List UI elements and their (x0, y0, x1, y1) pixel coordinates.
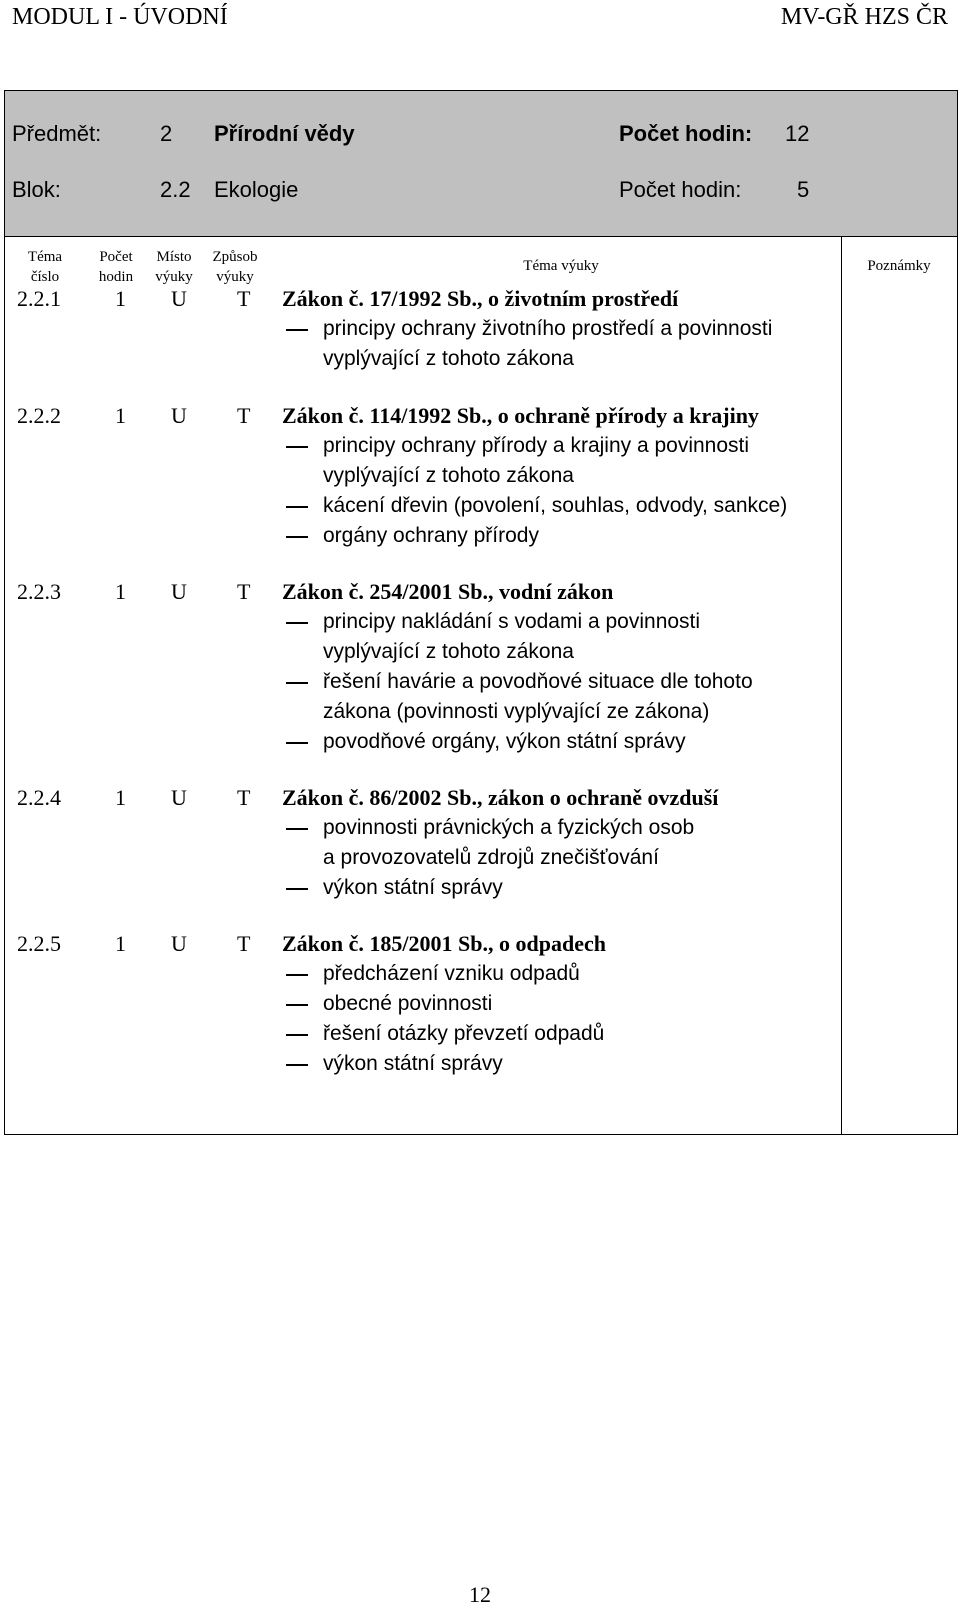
topic-point-text: výkon státní správy (323, 1052, 503, 1075)
dash-bullet-icon (286, 1034, 308, 1036)
topic-point (282, 431, 787, 461)
topic-number: 2.2.4 (17, 785, 61, 810)
topic-point-text: zákona (povinnosti vyplývající ze zákona) (323, 700, 710, 723)
topic-number: 2.2.1 (17, 286, 61, 311)
topic-method: T (237, 286, 251, 311)
dash-bullet-icon (286, 682, 308, 684)
topic-point (282, 637, 753, 667)
topic-points (282, 959, 604, 1079)
dash-bullet-icon (286, 888, 308, 890)
block-number: 2.2 (160, 177, 191, 202)
law-name: , vodní zákon (488, 579, 614, 604)
dash-bullet-icon (286, 1004, 308, 1006)
topic-point-text: obecné povinnosti (323, 992, 493, 1015)
column-notes: Poznámky (867, 258, 931, 274)
topic-number: 2.2.2 (17, 403, 61, 428)
topic-method: T (237, 403, 251, 428)
topic-point-text: povinnosti právnických a fyzických osob (323, 816, 695, 839)
topic-point (282, 461, 787, 491)
topic-hours: 1 (115, 931, 126, 956)
topic-point-text: vyplývající z tohoto zákona (323, 347, 574, 370)
topic-point (282, 521, 787, 551)
topic-place: U (171, 286, 187, 311)
column-topic: Téma výuky (523, 258, 599, 274)
topic-number: 2.2.3 (17, 579, 61, 604)
block-label: Blok: (12, 177, 61, 202)
dash-bullet-icon (286, 622, 308, 624)
topic-point-text: a provozovatelů zdrojů znečišťování (323, 846, 659, 869)
column-topic-number: Téma číslo (27, 249, 63, 285)
law-reference: Zákon č. 254/2001 Sb. (282, 579, 488, 604)
topic-point-text: kácení dřevin (povolení, souhlas, odvody, sankce) (323, 494, 788, 517)
topic-place: U (171, 931, 187, 956)
topic-points (282, 813, 694, 903)
dash-bullet-icon (286, 536, 308, 538)
topic-point (282, 843, 694, 873)
law-name: , o ochraně přírody a krajiny (486, 403, 759, 428)
module-title: MODUL I - ÚVODNÍ (12, 4, 228, 30)
topic-point-text: principy ochrany přírody a krajiny a povinnosti (323, 434, 750, 457)
subject-label: Předmět: (12, 121, 102, 146)
topic-point-text: orgány ochrany přírody (323, 524, 539, 547)
dash-bullet-icon (286, 506, 308, 508)
law-reference: Zákon č. 17/1992 Sb. (282, 286, 477, 311)
subject-number: 2 (160, 121, 173, 146)
law-name: , zákon o ochraně ovzduší (477, 785, 719, 810)
topic-point (282, 491, 787, 521)
law-name: , o životním prostředí (477, 286, 679, 311)
topic-point-text: povodňové orgány, výkon státní správy (323, 730, 686, 753)
curriculum-table (4, 90, 958, 1135)
topic-point-text: výkon státní správy (323, 876, 503, 899)
topic-place: U (171, 403, 187, 428)
topic-point (282, 667, 753, 697)
topic-hours: 1 (115, 286, 126, 311)
topic-points (282, 431, 787, 551)
block-hours-label: Počet hodin: (619, 177, 742, 202)
topic-points (282, 607, 753, 757)
block-hours: 5 (797, 177, 810, 202)
topic-point-text: řešení havárie a povodňové situace dle tohoto (323, 670, 753, 693)
topic-title (282, 284, 678, 314)
topic-point (282, 959, 604, 989)
topic-hours: 1 (115, 785, 126, 810)
topic-title (282, 401, 759, 431)
column-place: Místo výuky (155, 249, 193, 285)
topic-point-text: vyplývající z tohoto zákona (323, 464, 574, 487)
subject-row (5, 121, 957, 153)
block-name: Ekologie (214, 177, 299, 202)
topic-point (282, 989, 604, 1019)
topic-point-text: principy ochrany životního prostředí a povinnosti (323, 317, 773, 340)
subject-summary (5, 91, 957, 237)
topic-place: U (171, 785, 187, 810)
dash-bullet-icon (286, 742, 308, 744)
notes-column-divider (841, 236, 842, 1134)
column-hours: Počet hodin (98, 249, 134, 285)
topic-point (282, 873, 694, 903)
topic-method: T (237, 785, 251, 810)
law-name: , o odpadech (488, 931, 606, 956)
topic-point (282, 697, 753, 727)
topic-point (282, 813, 694, 843)
topic-hours: 1 (115, 403, 126, 428)
topic-number: 2.2.5 (17, 931, 61, 956)
topic-point-text: principy nakládání s vodami a povinnosti (323, 610, 701, 633)
dash-bullet-icon (286, 329, 308, 331)
law-reference: Zákon č. 185/2001 Sb. (282, 931, 488, 956)
law-reference: Zákon č. 86/2002 Sb. (282, 785, 477, 810)
topic-method: T (237, 931, 251, 956)
topic-point (282, 727, 753, 757)
topic-point (282, 314, 772, 344)
topic-point (282, 607, 753, 637)
page-number: 12 (469, 1582, 491, 1607)
dash-bullet-icon (286, 974, 308, 976)
topic-title (282, 929, 606, 959)
page-header (12, 4, 948, 38)
organization: MV-GŘ HZS ČR (780, 4, 948, 30)
subject-hours-label: Počet hodin: (619, 121, 753, 146)
subject-name: Přírodní vědy (214, 121, 355, 146)
topic-point-text: vyplývající z tohoto zákona (323, 640, 574, 663)
topic-points (282, 314, 772, 374)
dash-bullet-icon (286, 828, 308, 830)
law-reference: Zákon č. 114/1992 Sb. (282, 403, 487, 428)
topic-point (282, 1019, 604, 1049)
topic-point-text: předcházení vzniku odpadů (323, 962, 580, 985)
dash-bullet-icon (286, 446, 308, 448)
topic-point-text: řešení otázky převzetí odpadů (323, 1022, 605, 1045)
topic-point (282, 344, 772, 374)
dash-bullet-icon (286, 1064, 308, 1066)
column-method: Způsob výuky (212, 249, 258, 285)
topic-method: T (237, 579, 251, 604)
block-row (5, 177, 957, 209)
subject-hours: 12 (785, 121, 810, 146)
topic-place: U (171, 579, 187, 604)
topic-point (282, 1049, 604, 1079)
topic-title (282, 783, 718, 813)
topic-hours: 1 (115, 579, 126, 604)
topic-title (282, 577, 613, 607)
